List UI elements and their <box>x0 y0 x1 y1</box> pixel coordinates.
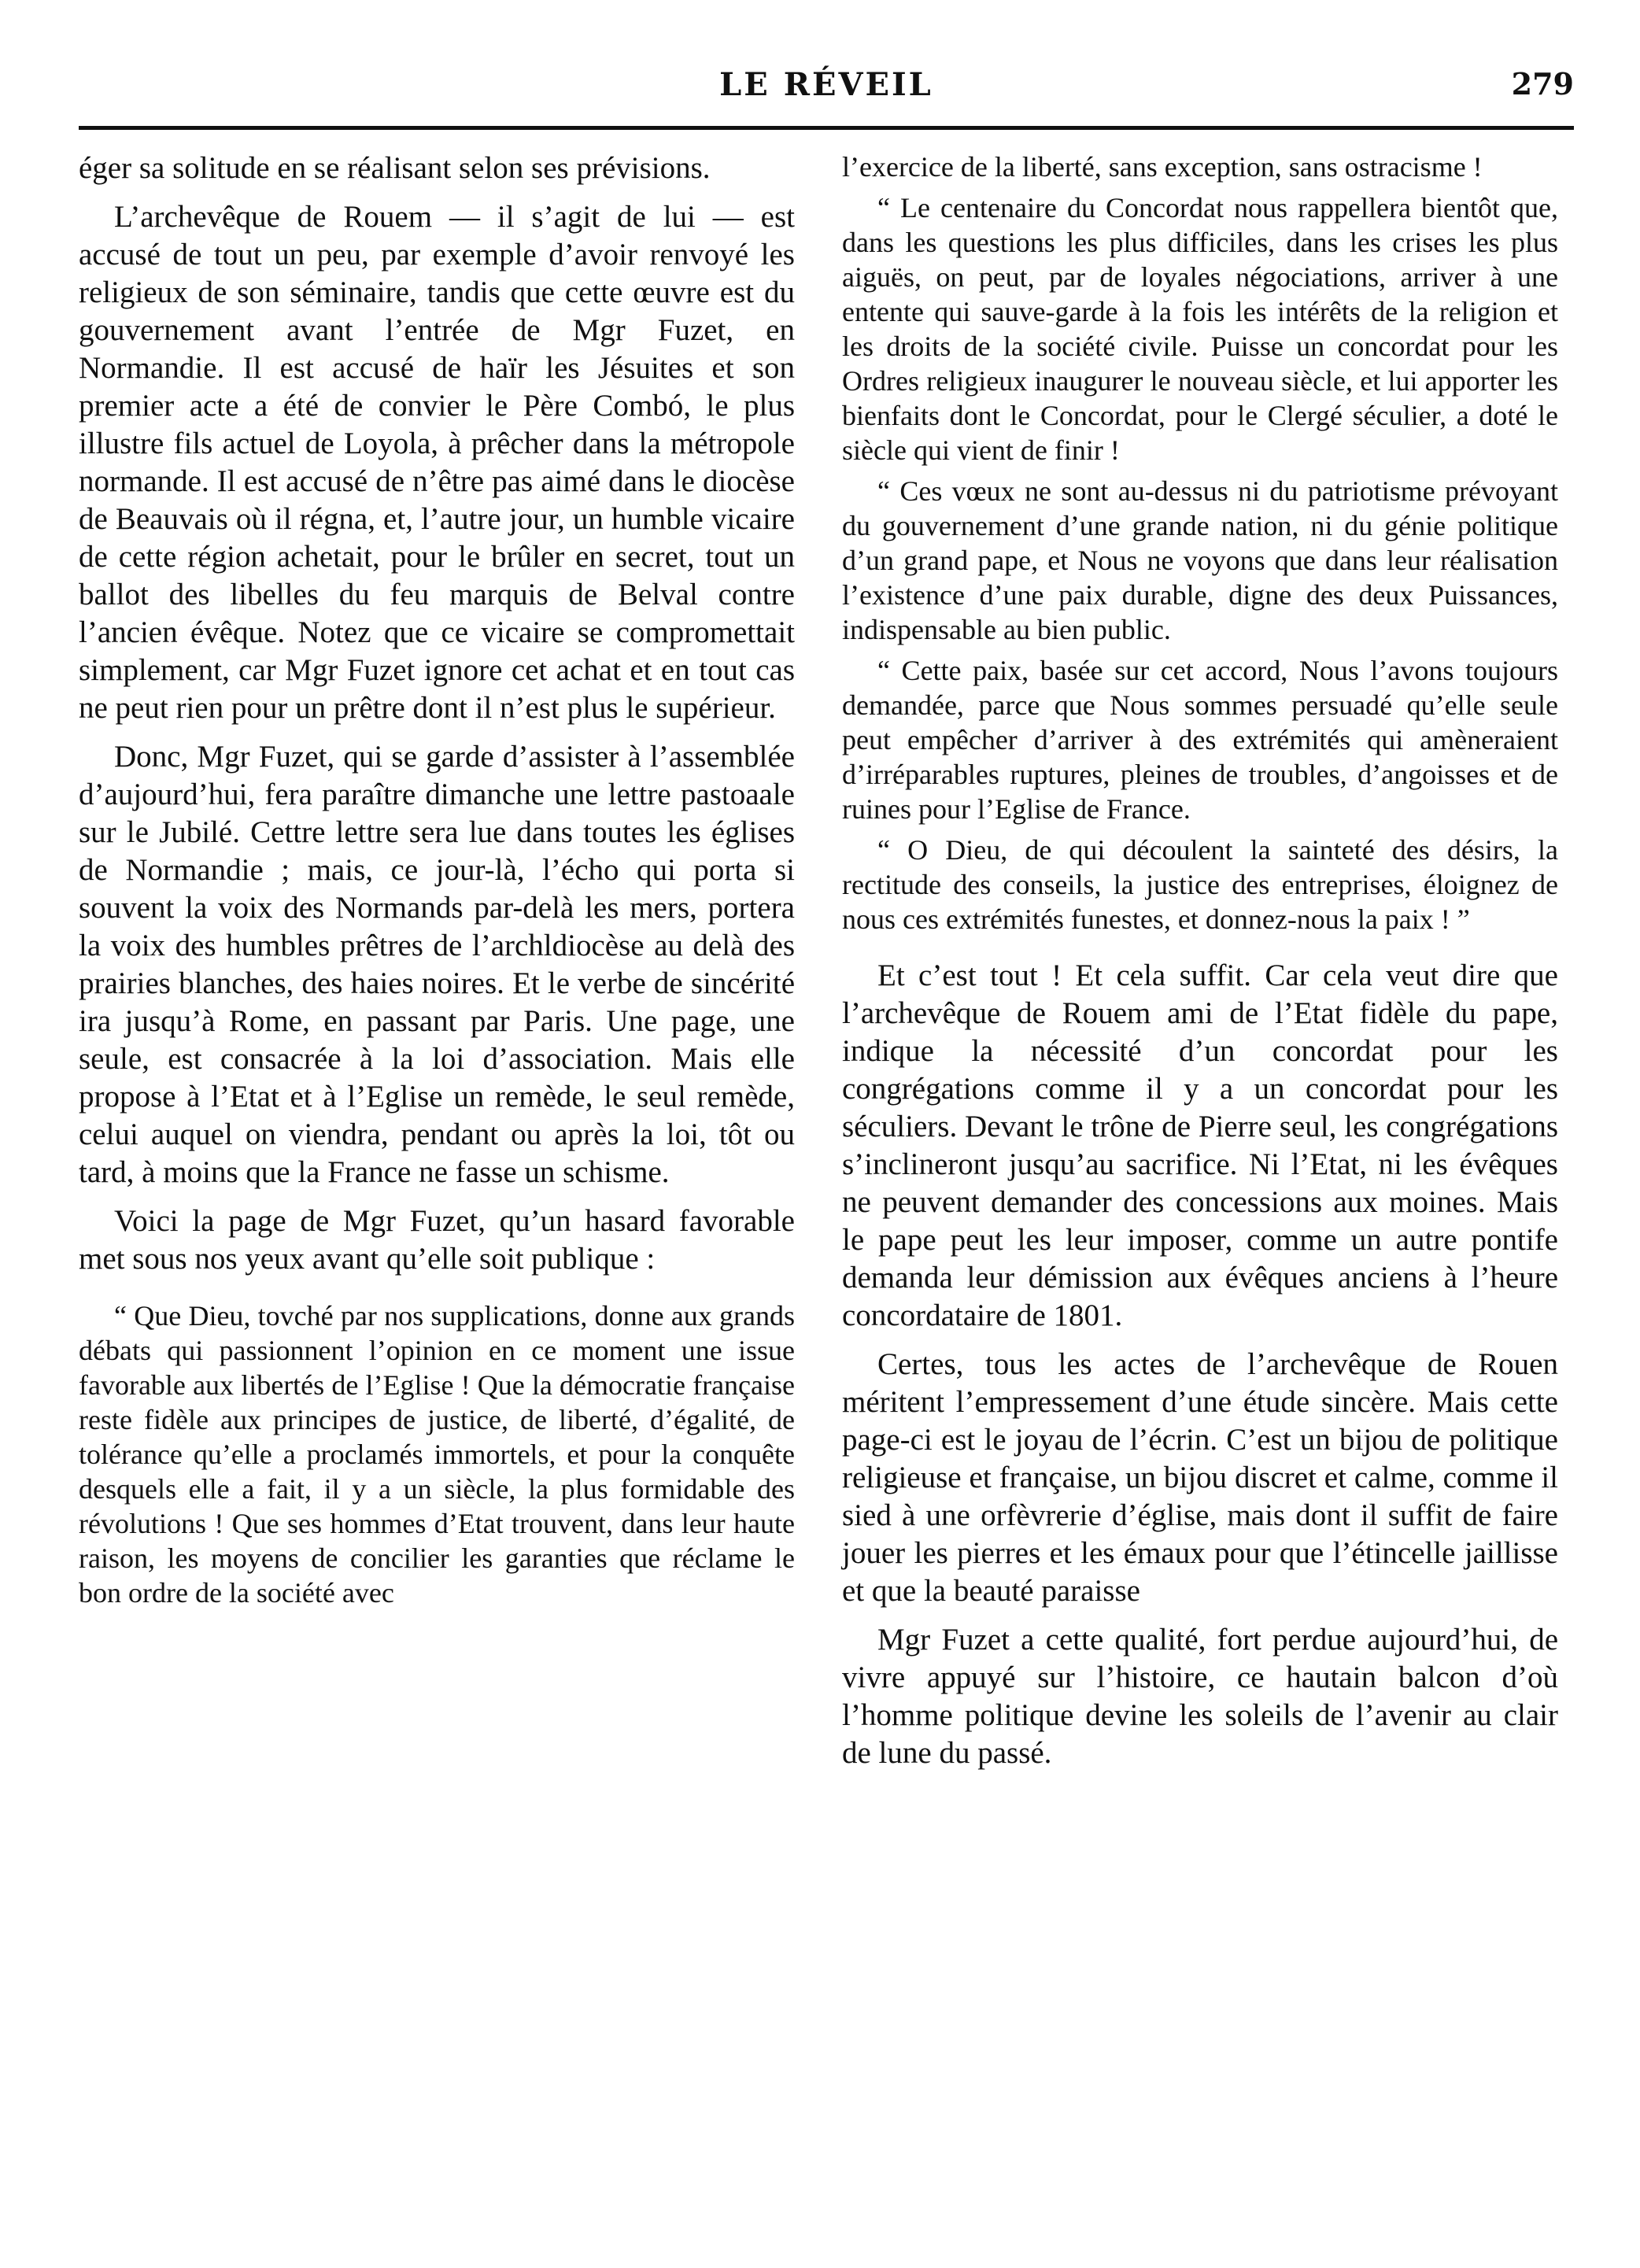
quote-paragraph: “ Ces vœux ne sont au-dessus ni du patriotisme prévoyant du gouvernement d’une grande nation, ni du génie politique d’un grand pape, et Nous ne voyons que dans leur réalisation l’existence d’une paix durable, digne des deux Puissances, indispensable au bien public. <box>842 475 1558 645</box>
page-header <box>79 66 1574 113</box>
right-column <box>842 150 1558 1783</box>
paragraph: L’archevêque de Rouem — il s’agit de lui — est accusé de tout un peu, par exemple d’avoir renvoyé les religieux de son séminaire, tandis que cette œuvre est du gouvernement avant l’entrée de Mgr Fuzet, en Normandie. Il est accusé de haïr les Jésuites et son premier acte a été de convier le Père Combó, le plus illustre fils actuel de Loyola, à prêcher dans la métropole normande. Il est accusé de n’être pas aimé dans le diocèse de Beauvais où il régna, et, l’autre jour, un humble vicaire de cette région achetait, pour le brûler en secret, tout un ballot des libelles du feu marquis de Belval contre l’ancien évêque. Notez que ce vicaire se compromettait simplement, car Mgr Fuzet ignore cet achat et en tout cas ne peut rien pour un prêtre dont il n’est plus le supérieur. <box>79 200 795 725</box>
quote-paragraph: “ Cette paix, basée sur cet accord, Nous l’avons toujours demandée, parce que Nous sommes persuadé qu’elle seule peut empêcher d’arriver à des extrémités qui amèneraient d’irréparables ruptures, pleines de troubles, d’angoisses et de ruines pour l’Eglise de France. <box>842 655 1558 825</box>
left-column <box>79 150 795 1616</box>
quote-paragraph: “ O Dieu, de qui découlent la sainteté des désirs, la rectitude des conseils, la justice des entreprises, éloignez de nous ces extrémités funestes, et donnez-nous la paix ! ” <box>842 834 1558 935</box>
paragraph: Et c’est tout ! Et cela suffit. Car cela veut dire que l’archevêque de Rouem ami de l’Etat fidèle du pape, indique la nécessité d’un concordat pour les congrégations comme il y a un concordat pour les séculiers. Devant le trône de Pierre seul, les congrégations s’inclineront jusqu’au sacrifice. Ni l’Etat, ni les évêques ne peuvent demander des concessions aux moines. Mais le pape peut les leur imposer, comme un autre pontife demanda leur démission aux évêques anciens à l’heure concordataire de 1801. <box>842 959 1558 1332</box>
paragraph: éger sa solitude en se réalisant selon ses prévisions. <box>79 151 711 185</box>
header-rule <box>79 126 1574 130</box>
page-number: 279 <box>1511 66 1574 102</box>
paragraph: Mgr Fuzet a cette qualité, fort perdue aujourd’hui, de vivre appuyé sur l’histoire, ce hautain balcon d’où l’homme politique devine les soleils de l’avenir au clair de lune du passé. <box>842 1623 1558 1770</box>
running-title: LE RÉVEIL <box>719 66 933 103</box>
quote-paragraph: “ Que Dieu, tovché par nos supplications, donne aux grands débats qui passionnent l’opinion en ce moment une issue favorable aux libertés de l’Eglise ! Que la démocratie française reste fidèle aux principes de justice, de liberté, d’égalité, de tolérance qu’elle a proclamés immortels, et pour la conquête desquels elle a fait, il y a un siècle, la plus formidable des révolutions ! Que ses hommes d’Etat trouvent, dans leur haute raison, les moyens de concilier les garanties que réclame le bon ordre de la société avec <box>79 1300 795 1609</box>
paragraph: Certes, tous les actes de l’archevêque de Rouen méritent l’empressement d’une étude sincère. Mais cette page-ci est le joyau de l’écrin. C’est un bijou de politique religieuse et française, un bijou discret et calme, comme il sied à une orfèvrerie d’église, mais dont il suffit de faire jouer les pierres et les émaux pour que l’étincelle jaillisse et que la beauté paraisse <box>842 1347 1558 1608</box>
paragraph: Donc, Mgr Fuzet, qui se garde d’assister à l’assemblée d’aujourd’hui, fera paraître dimanche une lettre pastoaale sur le Jubilé. Cettre lettre sera lue dans toutes les églises de Normandie ; mais, ce jour-là, l’écho qui porta si souvent la voix des Normands par-delà les mers, portera la voix des humbles prêtres de l’archldiocèse au delà des prairies blanches, des haies noires. Et le verbe de sincérité ira jusqu’à Rome, en passant par Paris. Une page, une seule, est consacrée à la loi d’association. Mais elle propose à l’Etat et à l’Eglise un remède, le seul remède, celui auquel on viendra, pendant ou après la loi, tôt ou tard, à moins que la France ne fasse un schisme. <box>79 740 795 1189</box>
quote-paragraph: “ Le centenaire du Concordat nous rappellera bientôt que, dans les questions les plus difficiles, dans les crises les plus aiguës, on peut, par de loyales négociations, arriver à une entente qui sauve-garde à la fois les intérêts de la religion et les droits de la société civile. Puisse un concordat pour les Ordres religieux inaugurer le nouveau siècle, et lui apporter les bienfaits dont le Concordat, pour le Clergé séculier, a doté le siècle qui vient de finir ! <box>842 192 1558 466</box>
quote-paragraph: l’exercice de la liberté, sans exception, sans ostracisme ! <box>842 151 1483 183</box>
paragraph: Voici la page de Mgr Fuzet, qu’un hasard favorable met sous nos yeux avant qu’elle soit publique : <box>79 1204 795 1276</box>
